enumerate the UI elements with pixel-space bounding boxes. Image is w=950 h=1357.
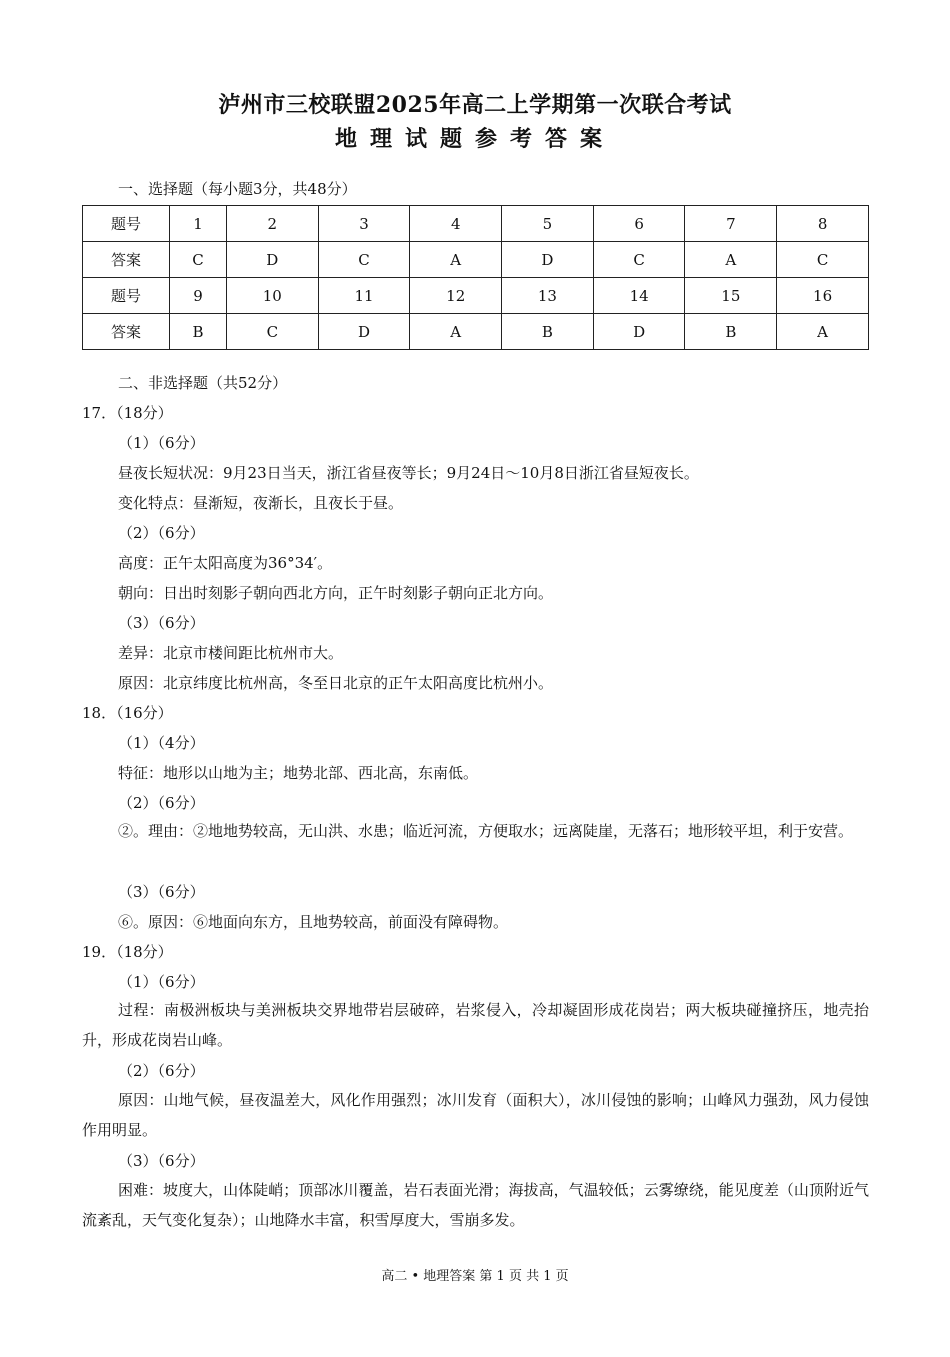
table-cell: 6 [593,206,685,242]
question-19-heading: 19．（18分） [82,943,173,961]
table-cell: A [410,314,502,350]
q17-part1-heading: （1）（6分） [118,434,205,452]
table-row [83,278,869,314]
row-label: 答案 [83,242,170,278]
table-cell: C [170,242,227,278]
table-cell: 7 [685,206,777,242]
q17-part3-heading: （3）（6分） [118,614,205,632]
q19-part3-heading: （3）（6分） [118,1152,205,1170]
row-label: 答案 [83,314,170,350]
section-heading-nonchoice: 二、非选择题（共52分） [118,374,288,392]
table-row [83,314,869,350]
table-cell: A [410,242,502,278]
q19-part3-paragraph: 困难：坡度大，山体陡峭；顶部冰川覆盖，岩石表面光滑；海拔高，气温较低；云雾缭绕，能见度差（山顶附近气流紊乱，天气变化复杂）；山地降水丰富，积雪厚度大，雪崩多发。 [82,1181,869,1229]
q18-part1-heading: （1）（4分） [118,734,205,752]
q18-part3-line1: ⑥。原因：⑥地面向东方，且地势较高，前面没有障碍物。 [118,913,509,931]
table-row [83,206,869,242]
table-row [83,242,869,278]
q17-part3-line1: 差异：北京市楼间距比杭州市大。 [118,644,344,662]
row-label: 题号 [83,206,170,242]
q17-part2-line2: 朝向：日出时刻影子朝向西北方向，正午时刻影子朝向正北方向。 [118,584,554,602]
table-cell: 3 [318,206,410,242]
row-label: 题号 [83,278,170,314]
page-footer: 高二 • 地理答案 第 1 页 共 1 页 [381,1269,569,1284]
q18-part1-line1: 特征：地形以山地为主；地势北部、西北高，东南低。 [118,764,479,782]
table-cell: 12 [410,278,502,314]
table-cell: B [685,314,777,350]
table-cell: 2 [226,206,318,242]
table-cell: D [593,314,685,350]
table-cell: C [593,242,685,278]
table-cell: 5 [502,206,594,242]
table-cell: D [318,314,410,350]
table-cell: C [318,242,410,278]
section-heading-choice: 一、选择题（每小题3分，共48分） [118,180,357,198]
q17-part3-line2: 原因：北京纬度比杭州高，冬至日北京的正午太阳高度比杭州小。 [118,674,554,692]
table-cell: D [226,242,318,278]
table-cell: 1 [170,206,227,242]
q18-part3-heading: （3）（6分） [118,883,205,901]
table-cell: B [502,314,594,350]
table-cell: 8 [777,206,869,242]
table-cell: C [777,242,869,278]
table-cell: A [777,314,869,350]
document-subtitle: 地理试题参考答案 [334,126,615,152]
table-cell: 14 [593,278,685,314]
table-cell: 16 [777,278,869,314]
question-18-heading: 18．（16分） [82,704,173,722]
q17-part1-line1: 昼夜长短状况：9月23日当天，浙江省昼夜等长；9月24日～10月8日浙江省昼短夜长。 [118,464,699,482]
q18-part2-heading: （2）（6分） [118,794,205,812]
table-cell: 13 [502,278,594,314]
q17-part2-line1: 高度：正午太阳高度为36°34′。 [118,554,333,572]
table-cell: 4 [410,206,502,242]
table-cell: 10 [226,278,318,314]
q19-part1-paragraph: 过程：南极洲板块与美洲板块交界地带岩层破碎，岩浆侵入，冷却凝固形成花岗岩；两大板块碰撞挤压，地壳抬升，形成花岗岩山峰。 [82,1001,869,1049]
table-cell: 11 [318,278,410,314]
table-cell: 9 [170,278,227,314]
answer-table [82,205,869,350]
q19-part2-paragraph: 原因：山地气候，昼夜温差大，风化作用强烈；冰川发育（面积大），冰川侵蚀的影响；山峰风力强劲，风力侵蚀作用明显。 [82,1091,869,1139]
table-cell: A [685,242,777,278]
table-cell: C [226,314,318,350]
table-cell: 15 [685,278,777,314]
q17-part2-heading: （2）（6分） [118,524,205,542]
q19-part1-heading: （1）（6分） [118,973,205,991]
q19-part2-heading: （2）（6分） [118,1062,205,1080]
question-17-heading: 17．（18分） [82,404,173,422]
document-title: 泸州市三校联盟2025年高二上学期第一次联合考试 [218,92,732,118]
q17-part1-line2: 变化特点：昼渐短，夜渐长，且夜长于昼。 [118,494,404,512]
table-cell: D [502,242,594,278]
table-cell: B [170,314,227,350]
q18-part2-paragraph: ②。理由：②地地势较高，无山洪、水患；临近河流，方便取水；远离陡崖，无落石；地形较平坦，利于安营。 [118,822,854,840]
